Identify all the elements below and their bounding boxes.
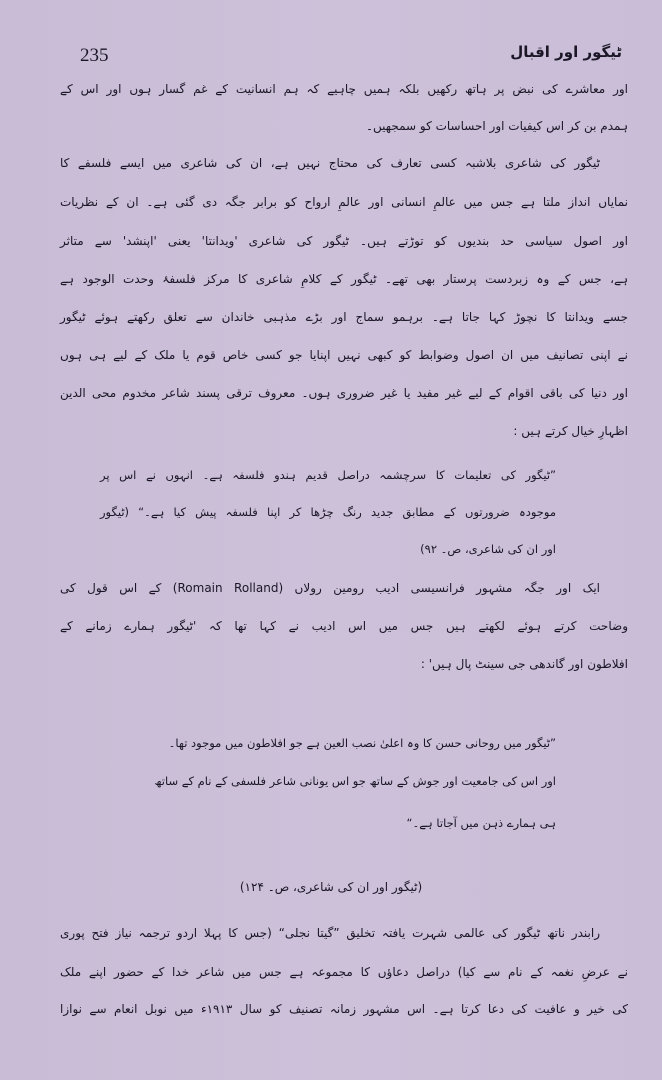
text-line: نمایاں انداز ملتا ہے جس میں عالمِ انسانی اور عالمِ ارواح کو برابر جگہ دی گئی ہے۔ ان کے نظریات [60, 195, 628, 209]
text-line: اور اصول سیاسی حد بندیوں کو توڑتے ہیں۔ ٹیگور کی شاعری 'ویدانتا' یعنی 'اپنشد' سے متاثر [60, 234, 628, 248]
text-line: نے عرضِ نغمہ کے نام سے کیا) دراصل دعاؤں کا مجموعہ ہے جس میں شاعر خدا کے حضور اپنے ملک [60, 965, 628, 979]
text-line: ایک اور جگہ مشہور فرانسیسی ادیب رومین رولاں (Romain Rolland) کے اس قول کی [60, 581, 600, 595]
text-line: ہے، جس کے وہ زبردست پرستار بھی تھے۔ ٹیگور کے کلامِ شاعری کا مرکز فلسفۂ وحدت الوجود ہے [60, 272, 628, 286]
text-line: ٹیگور کی شاعری بلاشبہ کسی تعارف کی محتاج نہیں ہے، ان کی شاعری میں ایسے فلسفے کا [60, 156, 600, 170]
page-number: 235 [80, 45, 109, 66]
quote-line: ہی ہمارے ذہن میں آجاتا ہے۔“ [406, 816, 556, 830]
text-line: جسے ویدانتا کا نچوڑ کہا جاتا ہے۔ برہمو سماج اور بڑے مذہبی خاندان سے تعلق رکھتے ہوئے ٹیگور [60, 310, 628, 324]
text-line: وضاحت کرتے ہوئے لکھتے ہیں جس میں اس ادیب نے کہا تھا کہ 'ٹیگور ہمارے زمانے کے [60, 619, 628, 633]
quote-line: ”ٹیگور کی تعلیمات کا سرچشمہ دراصل قدیم ہندو فلسفہ ہے۔ انہوں نے اس پر [100, 468, 556, 482]
text-line: اور معاشرے کی نبض پر ہاتھ رکھیں بلکہ ہمیں چاہیے کہ ہم انسانیت کے غم گسار ہوں اور اس کے [60, 82, 628, 96]
quote-line: موجودہ ضرورتوں کے مطابق جدید رنگ چڑھا کر اپنا فلسفہ پیش کیا ہے۔“ (ٹیگور [100, 505, 556, 519]
text-line: ہمدم بن کر اس کیفیات اور احساسات کو سمجھیں۔ [366, 119, 628, 133]
text-line: اظہارِ خیال کرتے ہیں : [513, 424, 628, 438]
text-line: کی خیر و عافیت کی دعا کرتا ہے۔ اس مشہور زمانہ تصنیف کو سال ۱۹۱۳ء میں نوبل انعام سے نوازا [60, 1002, 628, 1016]
running-title: ٹیگور اور اقبال [510, 43, 622, 61]
text-line: افلاطون اور گاندھی جی سینٹ پال ہیں' : [420, 657, 628, 671]
quote-citation: اور ان کی شاعری، ص۔ ۹۲) [420, 542, 556, 556]
text-line: رابندر ناتھ ٹیگور کی عالمی شہرت یافتہ تخلیق ”گیتا نجلی“ (جس کا پہلا اردو ترجمہ نیاز فتح پوری [60, 926, 600, 940]
text-line: نے اپنی تصانیف میں ان اصول وضوابط کو کبھی نہیں اپنایا جو کسی خاص قوم یا ملک کے لیے ہی ہوں [60, 348, 628, 362]
quote-line: ”ٹیگور میں روحانی حسن کا وہ اعلیٰ نصب العین ہے جو افلاطون میں موجود تھا۔ [168, 736, 556, 750]
quote-line: اور اس کی جامعیت اور جوش کے ساتھ جو اس یونانی شاعر فلسفی کے نام کے ساتھ [154, 774, 556, 788]
text-line: اور دنیا کی باقی اقوام کے لیے غیر مفید یا غیر ضروری ہوں۔ معروف ترقی پسند شاعر مخدوم محی الدین [60, 386, 628, 400]
quote-citation: (ٹیگور اور ان کی شاعری، ص۔ ۱۲۴) [239, 880, 423, 894]
